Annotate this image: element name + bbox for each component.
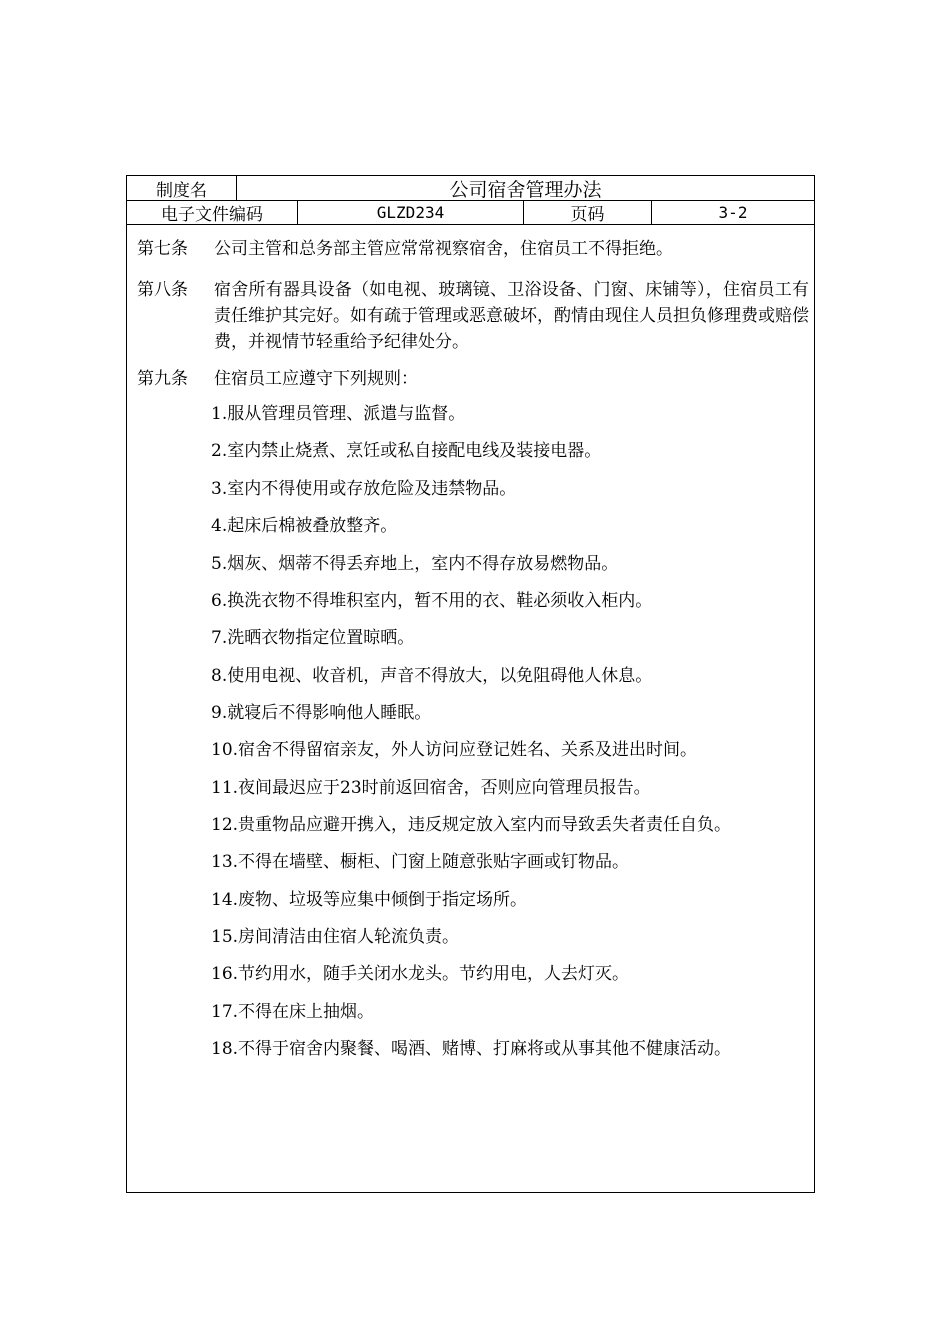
article-body: 宿舍所有器具设备（如电视、玻璃镜、卫浴设备、门窗、床铺等），住宿员工有责任维护其完好。如有疏于管理或恶意破坏，酌情由现住人员担负修理费或赔偿费，并视情节轻重给予纪律处分。: [214, 280, 809, 352]
file-code: GLZD234: [298, 201, 524, 224]
rule-item: 8.使用电视、收音机，声音不得放大，以免阻碍他人休息。: [211, 666, 653, 686]
page-label: 页码: [524, 201, 652, 224]
rule-item: 3.室内不得使用或存放危险及违禁物品。: [211, 479, 517, 499]
rule-item: 10.宿舍不得留宿亲友，外人访问应登记姓名、关系及进出时间。: [211, 740, 698, 760]
policy-name-label: 制度名: [127, 176, 237, 200]
rule-item: 7.洗晒衣物指定位置晾晒。: [211, 628, 415, 648]
article-body: 住宿员工应遵守下列规则：: [214, 369, 418, 389]
rule-item: 11.夜间最迟应于23时前返回宿舍，否则应向管理员报告。: [211, 778, 651, 798]
rule-item: 16.节约用水，随手关闭水龙头。节约用电，人去灯灭。: [211, 964, 630, 984]
document-frame: [126, 175, 815, 1193]
rule-item: 12.贵重物品应避开携入，违反规定放入室内而导致丢失者责任自负。: [211, 815, 732, 835]
article-body: 公司主管和总务部主管应常常视察宿舍，住宿员工不得拒绝。: [214, 239, 673, 259]
rule-item: 2.室内禁止烧煮、烹饪或私自接配电线及装接电器。: [211, 441, 602, 461]
rule-item: 14.废物、垃圾等应集中倾倒于指定场所。: [211, 890, 528, 910]
header-row-title: [127, 176, 814, 201]
rule-item: 1.服从管理员管理、派遣与监督。: [211, 404, 466, 424]
rule-item: 13.不得在墙壁、橱柜、门窗上随意张贴字画或钉物品。: [211, 852, 630, 872]
policy-name: 公司宿舍管理办法: [449, 178, 602, 201]
article-number: 第八条: [137, 280, 188, 300]
rule-item: 18.不得于宿舍内聚餐、喝酒、赌博、打麻将或从事其他不健康活动。: [211, 1039, 732, 1059]
rule-item: 17.不得在床上抽烟。: [211, 1002, 375, 1022]
article-number: 第七条: [137, 239, 188, 259]
file-code-label: 电子文件编码: [127, 201, 298, 224]
header-row-meta: [127, 201, 814, 225]
rule-item: 4.起床后棉被叠放整齐。: [211, 516, 398, 536]
rule-item: 6.换洗衣物不得堆积室内，暂不用的衣、鞋必须收入柜内。: [211, 591, 653, 611]
rule-item: 15.房间清洁由住宿人轮流负责。: [211, 927, 460, 947]
article-number: 第九条: [137, 369, 188, 389]
rule-item: 5.烟灰、烟蒂不得丢弃地上，室内不得存放易燃物品。: [211, 554, 619, 574]
page-value: 3-2: [718, 203, 748, 222]
rule-item: 9.就寝后不得影响他人睡眠。: [211, 703, 432, 723]
